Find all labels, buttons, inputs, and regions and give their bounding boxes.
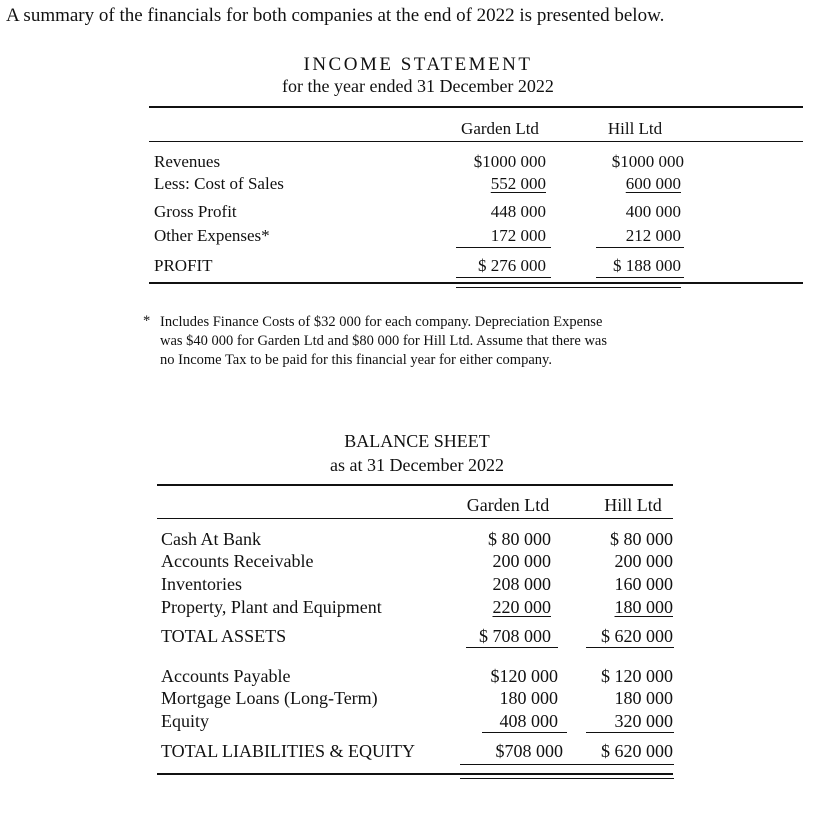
balance-row-garden-value: 220 000 [492,597,551,617]
balance-sheet-subtitle: as at 31 December 2022 [330,455,504,475]
income-row-label: Gross Profit [154,202,237,221]
balance-assets-total-rule-hill [586,647,674,648]
balance-row-label: Accounts Payable [161,666,291,686]
balance-row-garden-value: $ 80 000 [488,529,551,549]
income-row-hill-value: $ 188 000 [613,256,681,275]
balance-row-hill-value: 200 000 [614,551,673,571]
balance-sheet-title: BALANCE SHEET [344,431,490,451]
income-row-label: PROFIT [154,256,213,275]
footnote-line: Includes Finance Costs of $32 000 for each company. Depreciation Expense [160,314,603,330]
balance-row-hill-value: 180 000 [614,688,673,708]
income-col-header-garden: Garden Ltd [461,119,539,138]
income-bottom-rule [149,282,803,284]
balance-header-rule [157,518,673,519]
balance-col-header-garden: Garden Ltd [466,495,550,515]
balance-assets-total-rule-garden [466,647,558,648]
balance-bottom-rule [157,773,673,775]
balance-row-label: Property, Plant and Equipment [161,597,382,617]
income-row-label: Revenues [154,152,221,171]
balance-double-rule [460,778,674,779]
balance-row-hill-value: 160 000 [614,574,673,594]
balance-row-label: Mortgage Loans (Long-Term) [161,688,378,708]
balance-row-label: TOTAL LIABILITIES & EQUITY [161,741,416,761]
balance-total-rule [460,764,674,765]
intro-text: A summary of the financials for both companies at the end of 2022 is presented below. [6,5,665,26]
balance-top-rule [157,484,673,486]
income-total-rule-garden [456,277,551,278]
footnote-marker: * [143,313,151,329]
income-header-rule [149,141,803,142]
income-row-garden-value: 448 000 [490,202,546,221]
income-row-hill-value: $1000 000 [611,152,684,171]
income-row-label: Other Expenses* [154,226,270,245]
balance-row-garden-value: 180 000 [499,688,558,708]
income-double-rule [456,287,681,288]
balance-row-garden-value: 208 000 [492,574,551,594]
footnote-line: was $40 000 for Garden Ltd and $80 000 for Hill Ltd. Assume that there was [160,333,607,349]
balance-row-label: Inventories [161,574,242,594]
balance-row-label: Equity [161,711,209,731]
balance-equity-rule-hill [586,732,674,733]
income-row-garden-value: 172 000 [490,226,546,245]
footnote-line: no Income Tax to be paid for this financial year for either company. [160,352,552,368]
income-subtotal-rule-hill [596,247,684,248]
income-subtotal-rule-garden [456,247,551,248]
balance-row-label: Cash At Bank [161,529,262,549]
balance-row-hill-value: $ 80 000 [610,529,673,549]
balance-equity-rule-garden [482,732,567,733]
balance-row-hill-value: $ 620 000 [601,741,673,761]
balance-row-garden-value: $120 000 [490,666,558,686]
income-statement-title: INCOME STATEMENT [303,54,533,75]
balance-row-garden-value: $708 000 [495,741,563,761]
income-row-hill-value: 400 000 [625,202,681,221]
income-row-hill-value: 212 000 [625,226,681,245]
income-top-rule [149,106,803,108]
balance-row-garden-value: 408 000 [499,711,558,731]
balance-row-hill-value: $ 620 000 [601,626,673,646]
balance-col-header-hill: Hill Ltd [604,495,662,515]
balance-row-hill-value: 320 000 [614,711,673,731]
income-row-hill-value: 600 000 [625,174,681,193]
income-row-garden-value: $1000 000 [473,152,546,171]
income-row-garden-value: 552 000 [490,174,546,193]
balance-row-garden-value: 200 000 [492,551,551,571]
income-total-rule-hill [596,277,684,278]
balance-row-garden-value: $ 708 000 [479,626,551,646]
income-row-label: Less: Cost of Sales [154,174,284,193]
balance-row-label: TOTAL ASSETS [161,626,287,646]
income-row-garden-value: $ 276 000 [478,256,546,275]
balance-row-label: Accounts Receivable [161,551,314,571]
income-col-header-hill: Hill Ltd [607,119,663,138]
income-statement-subtitle: for the year ended 31 December 2022 [282,76,554,96]
balance-row-hill-value: 180 000 [614,597,673,617]
balance-row-hill-value: $ 120 000 [601,666,673,686]
